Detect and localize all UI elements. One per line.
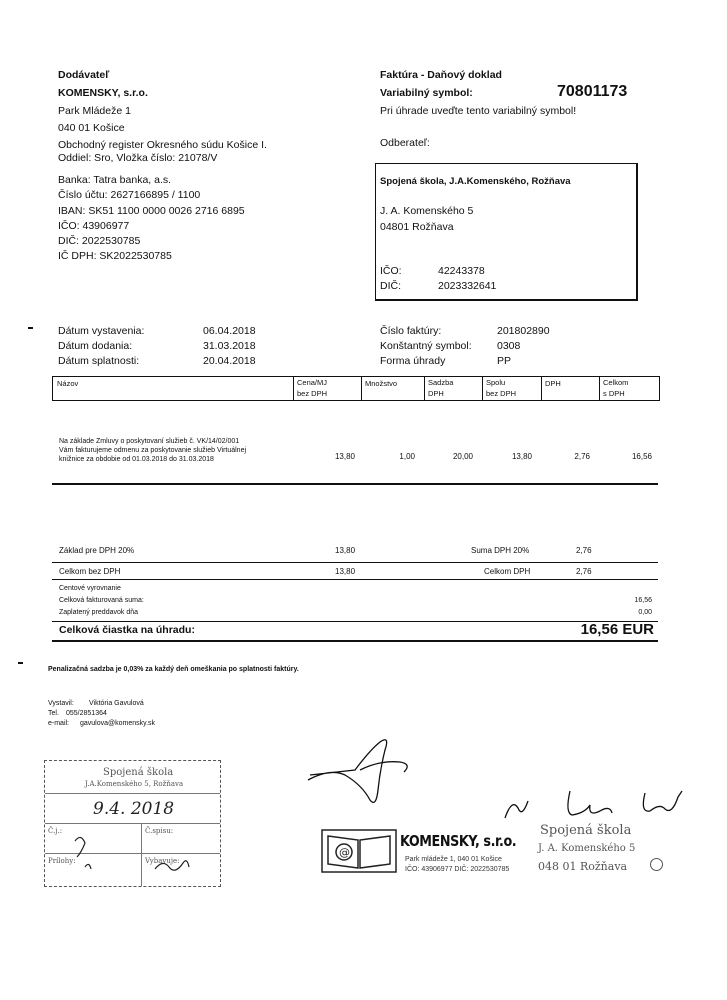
issued-value: 06.04.2018 bbox=[203, 325, 256, 337]
summary-bottom-line bbox=[52, 640, 658, 642]
stamp-left-field4: Vybavuje: bbox=[145, 857, 180, 865]
col-rate-1: Sadzba bbox=[428, 378, 454, 387]
base-value: 13,80 bbox=[335, 546, 356, 555]
due-total-label: Celková čiastka na úhradu: bbox=[59, 624, 195, 636]
net-total-value: 2,76 bbox=[576, 567, 592, 576]
delivery-value: 31.03.2018 bbox=[203, 340, 256, 352]
table-header bbox=[52, 376, 660, 401]
supplier-name: KOMENSKY, s.r.o. bbox=[58, 87, 148, 99]
issuer-tel-label: Tel. bbox=[48, 710, 59, 717]
col-name: Názov bbox=[57, 379, 79, 388]
summary-divider bbox=[52, 579, 658, 580]
col-price-1: Cena/MJ bbox=[297, 378, 328, 387]
book-logo-icon bbox=[320, 826, 398, 876]
supplier-account: Číslo účtu: 2627166895 / 1100 bbox=[58, 189, 201, 201]
invoiced-label: Celková fakturovaná suma: bbox=[59, 597, 144, 604]
row-total: 16,56 bbox=[631, 452, 652, 461]
issuer-tel-value: 055/2851364 bbox=[66, 710, 107, 717]
penalty-note: Penalizačná sadzba je 0,03% za každý deň omeškania po splatnosti faktúry. bbox=[48, 666, 299, 673]
buyer-box bbox=[375, 163, 638, 301]
vs-label: Variabilný symbol: bbox=[380, 87, 473, 99]
stamp-left-field1: Č.j.: bbox=[48, 827, 63, 835]
delivery-label: Dátum dodania: bbox=[58, 340, 133, 352]
company-stamp-line1: Park mládeže 1, 040 01 Košice bbox=[405, 856, 502, 863]
stamp-left-line1: Spojená škola bbox=[103, 767, 174, 778]
col-net-2: bez DPH bbox=[486, 389, 517, 398]
row-desc-2: Vám fakturujeme odmenu za poskytovanie služieb Virtuálnej bbox=[59, 447, 247, 454]
vs-note: Pri úhrade uveďte tento variabilný symbol! bbox=[380, 105, 577, 117]
invoiced-value: 16,56 bbox=[634, 597, 652, 604]
issuer-mail-label: e-mail: bbox=[48, 720, 70, 727]
buyer-dic-value: 2023332641 bbox=[438, 280, 497, 292]
buyer-street: J. A. Komenského 5 bbox=[380, 205, 474, 217]
supplier-section: Oddiel: Sro, Vložka číslo: 21078/V bbox=[58, 152, 218, 164]
col-rate-2: DPH bbox=[428, 389, 444, 398]
buyer-dic-label: DIČ: bbox=[380, 280, 401, 292]
col-vat: DPH bbox=[545, 379, 561, 388]
row-qty: 1,00 bbox=[399, 452, 415, 461]
due-value: 20.04.2018 bbox=[203, 355, 256, 367]
svg-text:@: @ bbox=[339, 846, 350, 859]
row-vat: 2,76 bbox=[574, 452, 590, 461]
issued-label: Dátum vystavenia: bbox=[58, 325, 145, 337]
pay-value: PP bbox=[497, 355, 512, 367]
margin-mark bbox=[28, 327, 33, 329]
net-label: Celkom bez DPH bbox=[59, 567, 121, 576]
const-value: 0308 bbox=[497, 340, 521, 352]
margin-mark bbox=[18, 662, 23, 664]
supplier-city: 040 01 Košice bbox=[58, 122, 125, 134]
due-total-value: 16,56 EUR bbox=[580, 621, 654, 638]
issuer-name: Viktória Gavulová bbox=[89, 700, 144, 707]
buyer-name: Spojená škola, J.A.Komenského, Rožňava bbox=[380, 176, 571, 187]
vat-sum-value: 2,76 bbox=[576, 546, 592, 555]
buyer-city: 04801 Rožňava bbox=[380, 221, 454, 233]
stamp-left-field2: Č.spisu: bbox=[145, 827, 174, 835]
supplier-street: Park Mládeže 1 bbox=[58, 105, 131, 117]
stamp-right-line1: Spojená škola bbox=[540, 823, 632, 838]
signature-buyer bbox=[500, 783, 690, 828]
supplier-bank: Banka: Tatra banka, a.s. bbox=[58, 174, 172, 186]
advance-value: 0,00 bbox=[638, 609, 652, 616]
row-desc-3: knižnice za obdobie od 01.03.2018 do 31.03.2018 bbox=[59, 456, 214, 463]
row-divider bbox=[52, 483, 658, 485]
signature-issuer bbox=[300, 730, 420, 815]
stamp-handwriting bbox=[55, 829, 215, 884]
registry-stamp bbox=[44, 760, 221, 887]
stamp-left-date: 9.4. 2018 bbox=[93, 799, 175, 819]
issuer-label: Vystavil: bbox=[48, 700, 74, 707]
col-total-1: Celkom bbox=[603, 378, 629, 387]
const-label: Konštantný symbol: bbox=[380, 340, 472, 352]
supplier-heading: Dodávateľ bbox=[58, 69, 110, 81]
advance-label: Zaplatený preddavok dňa bbox=[59, 609, 138, 616]
vat-sum-label: Suma DPH 20% bbox=[471, 546, 530, 555]
buyer-ico-value: 42243378 bbox=[438, 265, 485, 277]
invoice-title: Faktúra - Daňový doklad bbox=[380, 69, 502, 81]
vs-value: 70801173 bbox=[557, 83, 628, 100]
buyer-heading: Odberateľ: bbox=[380, 137, 430, 149]
row-price: 13,80 bbox=[334, 452, 355, 461]
stamp-right-line2: J. A. Komenského 5 bbox=[538, 843, 636, 854]
supplier-register: Obchodný register Okresného súdu Košice I. bbox=[58, 139, 267, 151]
stamp-right-line3: 048 01 Rožňava bbox=[538, 860, 628, 873]
net-value: 13,80 bbox=[335, 567, 356, 576]
rounding-label: Centové vyrovnanie bbox=[59, 585, 121, 592]
col-net-1: Spolu bbox=[486, 378, 506, 387]
due-label: Dátum splatnosti: bbox=[58, 355, 140, 367]
col-price-2: bez DPH bbox=[297, 389, 328, 398]
stamp-left-field3: Prílohy: bbox=[48, 857, 76, 865]
supplier-ico: IČO: 43906977 bbox=[58, 220, 130, 232]
company-stamp-name: KOMENSKY, s.r.o. bbox=[400, 832, 517, 850]
stamp-emblem-icon bbox=[650, 858, 663, 871]
supplier-dic: DIČ: 2022530785 bbox=[58, 235, 141, 247]
invno-label: Číslo faktúry: bbox=[380, 325, 442, 337]
issuer-mail-value: gavulova@komensky.sk bbox=[80, 720, 156, 727]
invno-value: 201802890 bbox=[497, 325, 550, 337]
base-label: Základ pre DPH 20% bbox=[59, 546, 135, 555]
stamp-left-line2: J.A.Komenského 5, Rožňava bbox=[85, 780, 184, 788]
row-net: 13,80 bbox=[511, 452, 532, 461]
company-stamp-line2: IČO: 43906977 DIČ: 2022530785 bbox=[405, 866, 510, 873]
net-total-label: Celkom DPH bbox=[484, 567, 531, 576]
row-desc-1: Na základe Zmluvy o poskytovaní služieb č. VK/14/02/001 bbox=[59, 438, 240, 445]
summary-divider bbox=[52, 562, 658, 563]
col-qty: Množstvo bbox=[365, 379, 398, 388]
supplier-iban: IBAN: SK51 1100 0000 0026 2716 6895 bbox=[58, 205, 245, 217]
supplier-icdph: IČ DPH: SK2022530785 bbox=[58, 250, 172, 262]
row-rate: 20,00 bbox=[452, 452, 473, 461]
buyer-ico-label: IČO: bbox=[380, 265, 402, 277]
col-total-2: s DPH bbox=[603, 389, 625, 398]
pay-label: Forma úhrady bbox=[380, 355, 446, 367]
